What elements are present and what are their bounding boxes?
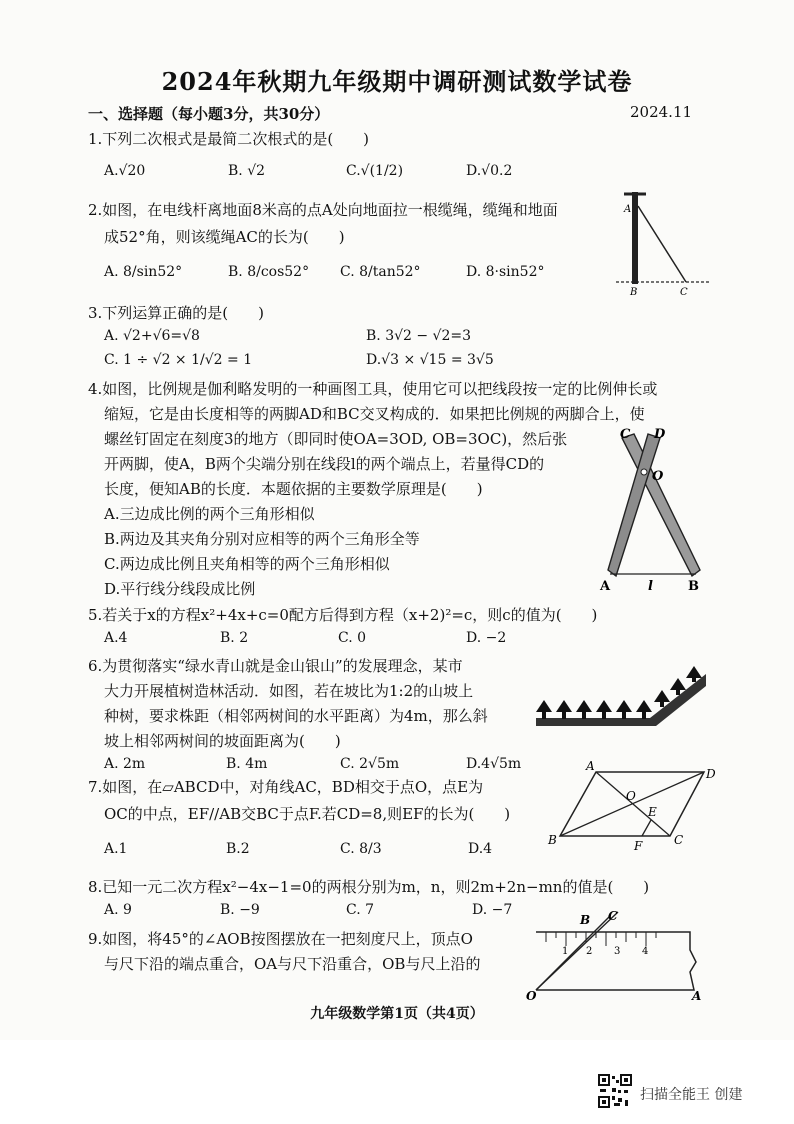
q7-label-c: C	[674, 833, 684, 847]
q4-label-a: A	[600, 579, 611, 594]
q3-option-d: D.√3 × √15 = 3√5	[366, 352, 494, 368]
q7-line-1: 7.如图，在▱ABCD中，对角线AC，BD相交于点O，点E为	[88, 778, 484, 796]
q1-stem: 1.下列二次根式是最简二次根式的是( )	[88, 130, 370, 148]
q7-label-e: E	[648, 805, 657, 819]
q7-label-a: A	[586, 759, 595, 773]
q4-option-b: B.两边及其夹角分别对应相等的两个三角形全等	[104, 530, 420, 548]
q7-parallelogram-figure	[540, 756, 722, 852]
q7-label-f: F	[634, 839, 643, 852]
q2-line-1: 2.如图，在电线杆离地面8米高的点A处向地面拉一根缆绳，缆绳和地面	[88, 201, 558, 219]
q1-option-a: A.√20	[104, 163, 146, 179]
q8-option-c: C. 7	[346, 902, 375, 918]
q2-option-b: B. 8/cos52°	[228, 264, 310, 280]
q8-stem: 8.已知一元二次方程x²−4x−1=0的两根分别为m，n，则2m+2n−mn的值是( )	[88, 878, 650, 896]
q5-stem: 5.若关于x的方程x²+4x+c=0配方后得到方程（x+2)²=c，则c的值为( )	[88, 606, 598, 624]
q1-option-d: D.√0.2	[466, 163, 513, 179]
q4-proportional-divider-figure	[596, 424, 706, 594]
q7-option-d: D.4	[468, 841, 493, 857]
q9-ruler-angle-figure	[522, 906, 712, 1002]
q4-option-d: D.平行线分线段成比例	[104, 580, 256, 598]
scanner-watermark: 扫描全能王 创建	[640, 1087, 743, 1103]
q3-option-c: C. 1 ÷ √2 × 1/√2 = 1	[104, 352, 253, 368]
q6-line-3: 种树，要求株距（相邻两树间的水平距离）为4m，那么斜	[104, 707, 488, 725]
q4-line-5: 长度，便知AB的长度．本题依据的主要数学原理是( )	[104, 480, 483, 498]
q8-option-b: B. −9	[220, 902, 260, 918]
q6-line-4: 坡上相邻两树间的坡面距离为( )	[104, 732, 341, 750]
q2-option-a: A. 8/sin52°	[104, 264, 183, 280]
q5-option-d: D. −2	[466, 630, 507, 646]
q2-option-c: C. 8/tan52°	[340, 264, 421, 280]
q9-line-2: 与尺下沿的端点重合，OA与尺下沿重合，OB与尺上沿的	[104, 955, 481, 973]
tree-row	[536, 666, 702, 719]
q4-option-a: A.三边成比例的两个三角形相似	[104, 505, 315, 523]
q5-option-c: C. 0	[338, 630, 367, 646]
q7-label-b: B	[548, 833, 557, 847]
pivot-screw	[641, 469, 647, 475]
q4-label-c: C	[620, 427, 631, 442]
q4-line-4: 开两脚，使A，B两个尖端分别在线段l的两个端点上，若量得CD的	[104, 455, 545, 473]
q2-line-2: 成52°角，则该缆绳AC的长为( )	[104, 228, 345, 246]
q6-option-b: B. 4m	[226, 756, 268, 772]
q2-pole-figure	[612, 186, 712, 298]
q5-option-a: A.4	[104, 630, 128, 646]
ruler-ticks	[546, 932, 656, 946]
q4-line-3: 螺丝钉固定在刻度3的地方（即同时使OA=3OD, OB=3OC)，然后张	[104, 430, 568, 448]
q6-option-c: C. 2√5m	[340, 756, 400, 772]
q4-label-d: D	[654, 427, 666, 442]
exam-date: 2024.11	[630, 103, 693, 121]
q9-tick-2: 2	[586, 946, 593, 957]
q7-line-2: OC的中点，EF//AB交BC于点F.若CD=8,则EF的长为( )	[104, 805, 511, 823]
pole-shape	[632, 192, 638, 284]
q4-line-1: 4.如图，比例规是伽利略发明的一种画图工具，使用它可以把线段按一定的比例伸长或	[88, 380, 658, 398]
q8-option-d: D. −7	[472, 902, 513, 918]
q7-option-b: B.2	[226, 841, 250, 857]
q1-option-b: B. √2	[228, 163, 266, 179]
q7-label-o: O	[626, 789, 636, 803]
q9-line-1: 9.如图，将45°的∠AOB按图摆放在一把刻度尺上，顶点O	[88, 930, 473, 948]
q6-line-1: 6.为贯彻落实“绿水青山就是金山银山”的发展理念，某市	[88, 657, 463, 675]
q4-option-c: C.两边成比例且夹角相等的两个三角形相似	[104, 555, 390, 573]
q2-label-c: C	[680, 287, 688, 298]
q7-option-a: A.1	[104, 841, 128, 857]
q1-option-c: C.√(1/2)	[346, 163, 404, 179]
q6-slope-trees-figure	[530, 656, 710, 728]
q8-option-a: A. 9	[104, 902, 132, 918]
q7-label-d: D	[706, 767, 716, 781]
page-footer: 九年级数学第1页（共4页）	[310, 1006, 484, 1022]
q3-option-b: B. 3√2 − √2=3	[366, 328, 472, 344]
q7-option-c: C. 8/3	[340, 841, 382, 857]
exam-title: 2024年秋期九年级期中调研测试数学试卷	[161, 67, 633, 96]
q2-label-a: A	[624, 204, 632, 215]
section-heading: 一、选择题（每小题3分，共30分）	[88, 105, 330, 123]
q4-label-o: O	[652, 469, 664, 484]
diagonal-bd	[560, 772, 704, 836]
q6-option-d: D.4√5m	[466, 756, 522, 772]
q5-option-b: B. 2	[220, 630, 249, 646]
ray-oc	[536, 912, 621, 990]
q9-label-c: C	[608, 909, 618, 923]
q9-label-o: O	[526, 989, 537, 1002]
q3-stem: 3.下列运算正确的是( )	[88, 304, 265, 322]
segment-ef	[642, 820, 651, 836]
q2-label-b: B	[630, 287, 638, 298]
ruler-outline	[536, 932, 696, 990]
q9-label-a: A	[692, 989, 702, 1002]
qr-code-icon	[598, 1074, 632, 1108]
q4-label-b: B	[688, 579, 699, 594]
q9-tick-4: 4	[642, 946, 649, 957]
q4-line-2: 缩短，它是由长度相等的两脚AD和BC交叉构成的．如果把比例规的两脚合上，使	[104, 405, 645, 423]
q4-label-l: l	[648, 579, 653, 594]
q9-label-b: B	[580, 913, 591, 927]
q3-option-a: A. √2+√6=√8	[104, 328, 200, 344]
q9-tick-3: 3	[614, 946, 621, 957]
q6-line-2: 大力开展植树造林活动．如图，若在坡比为1:2的山坡上	[104, 682, 474, 700]
cable-line	[638, 206, 686, 282]
q6-option-a: A. 2m	[104, 756, 146, 772]
q2-option-d: D. 8·sin52°	[466, 264, 545, 280]
q9-tick-1: 1	[562, 946, 569, 957]
